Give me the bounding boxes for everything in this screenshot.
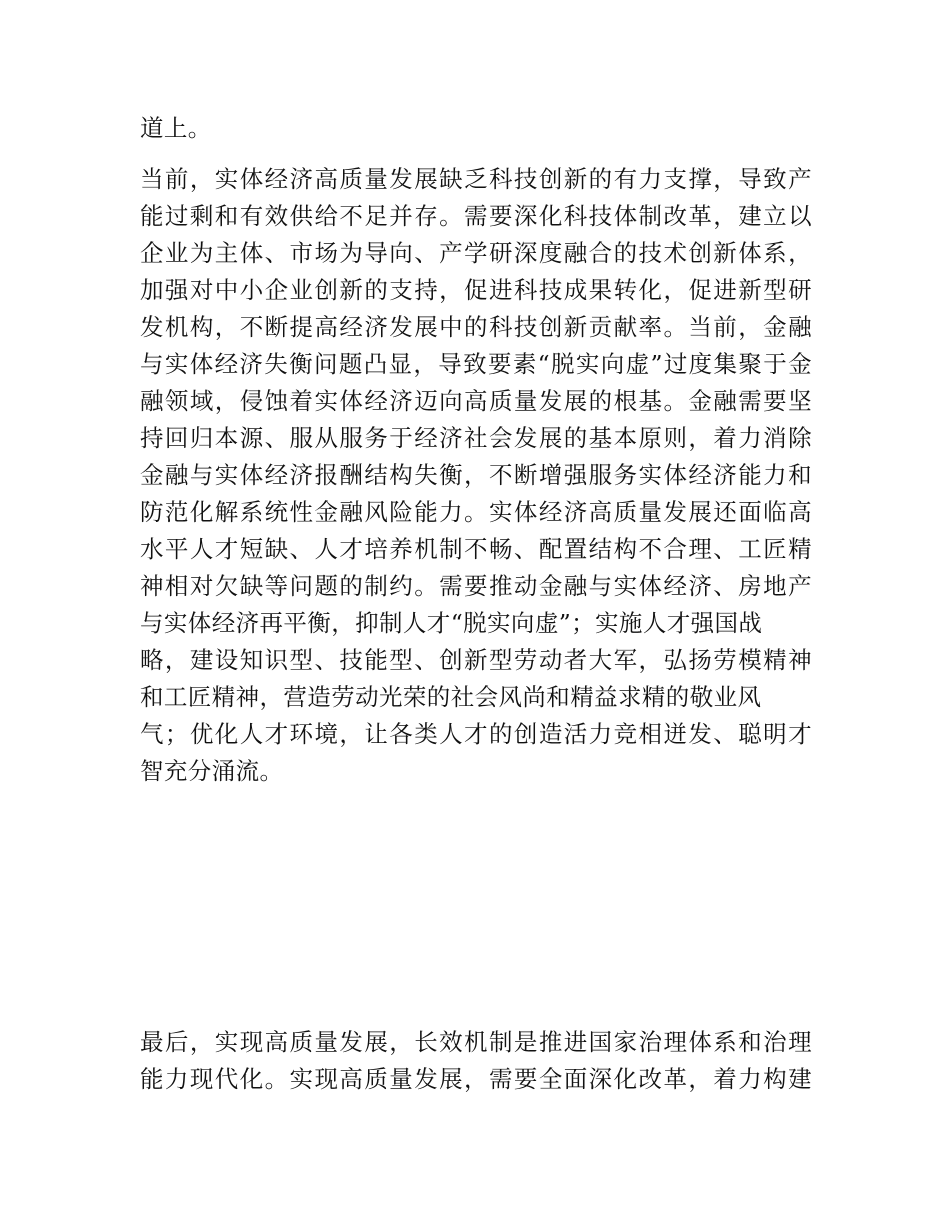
text-line: 防范化解系统性金融风险能力。实体经济高质量发展还面临高 bbox=[140, 498, 812, 526]
text-line: 最后，实现高质量发展，长效机制是推进国家治理体系和治理 bbox=[140, 1028, 812, 1056]
text-line: 企业为主体、市场为导向、产学研深度融合的技术创新体系， bbox=[140, 239, 812, 267]
paragraph-continuation bbox=[140, 110, 812, 147]
text-line: 水平人才短缺、人才培养机制不畅、配置结构不合理、工匠精 bbox=[140, 535, 812, 563]
text-line: 当前，实体经济高质量发展缺乏科技创新的有力支撑，导致产 bbox=[140, 165, 812, 193]
text-line: 智充分涌流。 bbox=[140, 757, 284, 785]
text-line: 加强对中小企业创新的支持，促进科技成果转化，促进新型研 bbox=[140, 276, 812, 304]
text-line: 持回归本源、服从服务于经济社会发展的基本原则，着力消除 bbox=[140, 424, 812, 452]
paragraph-tech-finance-talent bbox=[140, 161, 812, 790]
text-line: 与实体经济再平衡，抑制人才“脱实向虚”；实施人才强国战 bbox=[140, 609, 763, 637]
text-line: 融领域，侵蚀着实体经济迈向高质量发展的根基。金融需要坚 bbox=[140, 387, 812, 415]
text-line: 发机构，不断提高经济发展中的科技创新贡献率。当前，金融 bbox=[140, 313, 812, 341]
text-line: 略，建设知识型、技能型、创新型劳动者大军，弘扬劳模精神 bbox=[140, 646, 812, 674]
text-line: 气；优化人才环境，让各类人才的创造活力竞相迸发、聪明才 bbox=[140, 720, 812, 748]
text-line: 能过剩和有效供给不足并存。需要深化科技体制改革，建立以 bbox=[140, 202, 812, 230]
paragraph-finally bbox=[140, 1024, 812, 1098]
text-line: 金融与实体经济报酬结构失衡，不断增强服务实体经济能力和 bbox=[140, 461, 812, 489]
text-line: 道上。 bbox=[140, 114, 212, 142]
text-line: 神相对欠缺等问题的制约。需要推动金融与实体经济、房地产 bbox=[140, 572, 812, 600]
text-line: 能力现代化。实现高质量发展，需要全面深化改革，着力构建 bbox=[140, 1065, 812, 1093]
text-line: 和工匠精神，营造劳动光荣的社会风尚和精益求精的敬业风 bbox=[140, 683, 762, 711]
text-line: 与实体经济失衡问题凸显，导致要素“脱实向虚”过度集聚于金 bbox=[140, 350, 812, 378]
